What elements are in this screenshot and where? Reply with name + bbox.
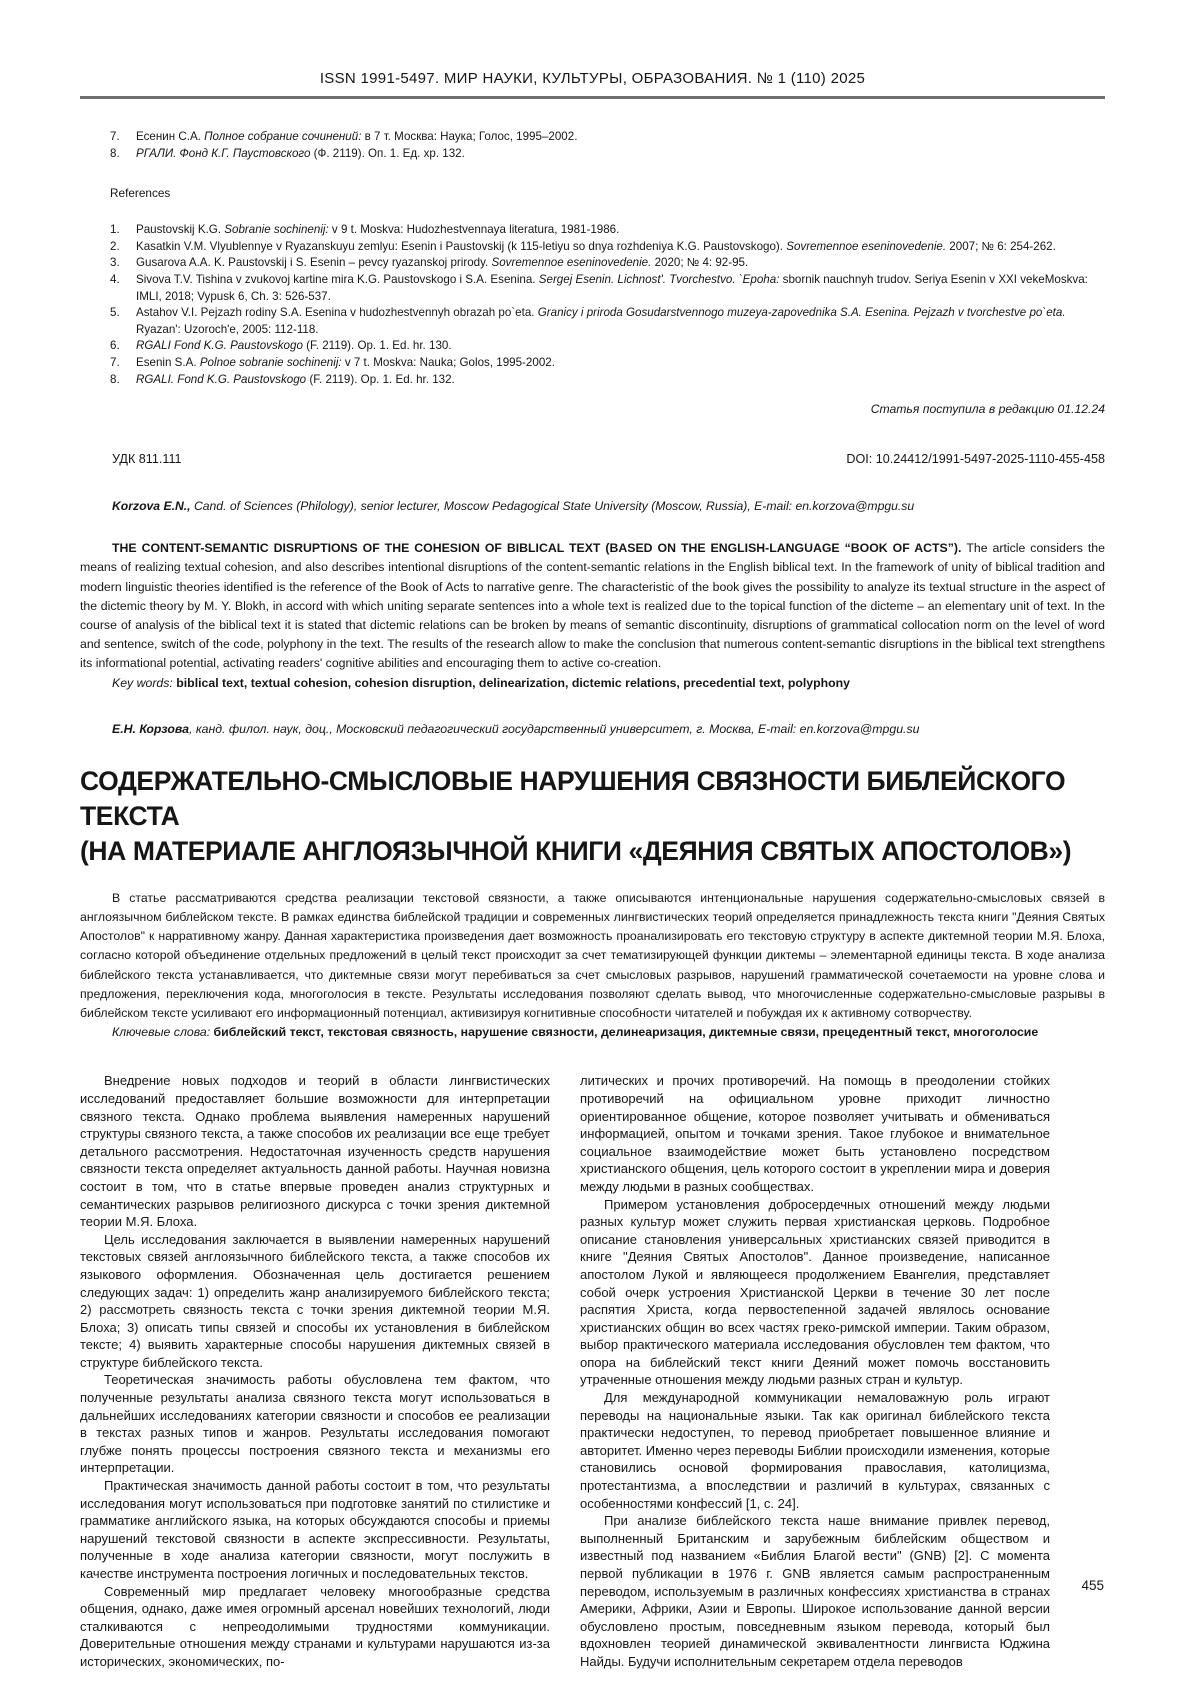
reference-number: 4.: [110, 272, 120, 286]
reference-item: [110, 239, 1105, 256]
body-column-left: [80, 1072, 550, 1670]
page-number: 455: [1081, 1578, 1104, 1593]
header-divider: [80, 96, 1105, 99]
reference-item: [110, 355, 1105, 372]
body-column-right: [580, 1072, 1050, 1670]
reference-text: Gusarova A.A. K. Paustovskij i S. Esenin – pevcy ryazanskoj prirody. Sovremennoe eseninovedenie. 2020; № 4: 92-95.: [136, 256, 749, 270]
reference-number: 7.: [110, 355, 120, 369]
author-info-en: Korzova E.N., Cand. of Sciences (Philology), senior lecturer, Moscow Pedagogical State University (Moscow, Russia), E-mail: en.korzova@mpgu.su: [112, 499, 915, 514]
reference-text: Kasatkin V.M. Vlyublennye v Ryazanskuyu zemlyu: Esenin i Paustovskij (k 115-letiyu so dnya rozhdeniya K.G. Paustovskogo). Sovremennoe eseninovedenie. 2007; № 6: 254-262.: [136, 239, 1056, 253]
reference-text: Sivova T.V. Tishina v zvukovoj kartine mira K.G. Paustovskogo i S.A. Esenina. Sergej Esenin. Lichnost'. Tvorchestvo. `Epoha: sbornik nauchnyh trudov. Seriya Esenin v XXI vekeMoskva: IMLI, 2018; Vypusk 6, Ch. 3: 526-537.: [136, 272, 1088, 303]
reference-number: 1.: [110, 223, 120, 237]
reference-item: [110, 305, 1105, 338]
reference-text: Astahov V.I. Pejzazh rodiny S.A. Esenina v hudozhestvennyh obrazah po`eta. Granicy i priroda Gosudarstvennogo muzeya-zapovednika S.A. Esenina. Pejzazh v tvorchestve po`eta. Ryazan': Uzoroch'e, 2005: 112-118.: [136, 306, 1066, 336]
reference-item: [110, 272, 1105, 305]
body-paragraph: Для международной коммуникации немаловажную роль играют переводы на национальные языки. Так как оригинал библейского текста практически недоступен, то перевод приобретает повышенное влияние и авторитет. Именно через переводы Библии происходили изменения, которые становились основой формирования православия, католицизма, протестантизма, а впоследствии и различий в культурах, связанных с особенностями конфессий [1, с. 24].: [580, 1390, 1050, 1511]
russian-reference-item: [110, 146, 1105, 163]
keywords-ru: Ключевые слова: библейский текст, текстовая связность, нарушение связности, делинеаризация, диктемные связи, прецедентный текст, многоголосие: [112, 1025, 1039, 1040]
reference-number: 3.: [110, 256, 120, 270]
body-paragraph: Цель исследования заключается в выявлении намеренных нарушений текстовых связей англоязычного библейского текста, а также способов их языкового оформления. Обозначенная цель достигается решением следующих задач: 1) определить жанр анализируемого библейского текста; 2) рассмотреть связность текста с точки зрения диктемной теории М.Я. Блоха; 3) описать типы связей и способы их установления в библейском тексте; 4) выявить характерные способы нарушения диктемных связей в структуре библейского текста.: [80, 1231, 550, 1370]
abstract-ru: В статье рассматриваются средства реализации текстовой связности, а также описываются интенциональные нарушения содержательно-смысловых связей в англоязычном библейском тексте. В рамках единства библейской традиции и современных лингвистических теорий определяется принадлежность текста книги "Деяния Святых Апостолов" к нарративному жанру. Данная характеристика произведения дает возможность проанализировать его текстовую структуру в аспекте диктемной теории М.Я. Блоха, согласно которой объединение отдельных предложений в целый текст происходит за счет тематизирующей функции диктемы – элементарной единицы текста. В ходе анализа библейского текста устанавливается, что диктемные связи могут перебиваться за счет смысловых разрывов, нарушений грамматической сочетаемости на уровне слова и предложения, переключения кода, многоголосия в тексте. Результаты исследования позволяют сделать вывод, что многочисленные содержательно-смысловые разрывы в библейском тексте усиливают его информационный потенциал, активизируя когнитивные способности читателей и побуждая их к активному сотворчеству.: [80, 890, 1105, 1020]
body-paragraph: Современный мир предлагает человеку многообразные средства общения, однако, даже имея огромный арсенал новейших технологий, люди сталкиваются с непреодолимыми трудностями коммуникации. Доверительные отношения между странами и культурами нарушаются из-за исторических, экономических, по-: [80, 1583, 550, 1669]
body-paragraph: литических и прочих противоречий. На помощь в преодолении стойких противоречий на официальном уровне приходит личностно ориентированное общение, которое позволяет учитывать и обмениваться информацией, опытом и точками зрения. Такое глубокое и внимательное социальное взаимодействие может быть установлено посредством христианского общения, цель которого состоит в укреплении мира и доверия между людьми в разных сообществах.: [580, 1073, 1050, 1194]
body-paragraph: Практическая значимость данной работы состоит в том, что результаты исследования могут использоваться при подготовке занятий по стилистике и грамматике английского языка, на которых обсуждаются способы и приемы нарушений текстовой связности в аспекте экспрессивности. Результаты, полученные в ходе анализа категории связности, могут послужить в качестве инструмента построения логичных и последовательных текстов.: [80, 1478, 550, 1581]
reference-item: [110, 255, 1105, 272]
article-received-note: Статья поступила в редакцию 01.12.24: [870, 402, 1105, 417]
reference-text: Esenin S.A. Polnoe sobranie sochinenij: v 7 t. Moskva: Nauka; Golos, 1995-2002.: [136, 355, 555, 369]
reference-number: 7.: [110, 130, 120, 143]
article-title-ru: СОДЕРЖАТЕЛЬНО-СМЫСЛОВЫЕ НАРУШЕНИЯ СВЯЗНОСТИ БИБЛЕЙСКОГО ТЕКСТА (НА МАТЕРИАЛЕ АНГЛОЯЗЫЧНОЙ КНИГИ «ДЕЯНИЯ СВЯТЫХ АПОСТОЛОВ»): [80, 765, 1072, 866]
reference-number: 6.: [110, 339, 120, 353]
body-paragraph: Примером установления добросердечных отношений между людьми разных культур может служить первая христианская церковь. Подробное описание становления универсальных христианских связей приводится в книге "Деяния Святых Апостолов". Данное произведение, написанное апостолом Лукой и являющееся продолжением Евангелия, представляет собой очерк устроения Христианской Церкви в течение 30 лет после распятия Христа, когда первостепенной задачей являлось основание христианских общин во всех частях греко-римской империи. Таким образом, выбор практического материала исследования обусловлен тем фактом, что опора на библейский текст книги Деяний может помочь восстановить утраченные отношения между людьми разных стран и культур.: [580, 1196, 1050, 1388]
reference-number: 5.: [110, 306, 120, 320]
reference-item: [110, 338, 1105, 355]
reference-item: [110, 222, 1105, 239]
body-paragraph: Теоретическая значимость работы обусловлена тем фактом, что полученные результаты анализа связного текста могут использоваться в дальнейших исследованиях категории связности и способов ее реализации в текстах разных типов и жанров. Результаты исследования помогают глубже понять процессы построения связного текста и механизмы его интерпретации.: [80, 1372, 550, 1476]
reference-number: 2.: [110, 239, 120, 253]
reference-text: Paustovskij K.G. Sobranie sochinenij: v 9 t. Moskva: Hudozhestvennaya literatura, 1981-1986.: [136, 223, 620, 237]
references-heading: References: [110, 186, 171, 201]
reference-number: 8.: [110, 372, 120, 386]
body-paragraph: При анализе библейского текста наше внимание привлек перевод, выполненный Британским и зарубежным библейским обществом и известный под названием «Библия Благой вести" (GNB) [2]. С момента первой публикации в 1976 г. GNB является самым распространенным переводом, используемым в различных конфессиях христианства в странах Америки, Африки, Азии и Европы. Широкое использование данной версии обусловлено простым, повседневным языком перевода, который был вдохновлен теорией динамической эквивалентности лингвиста Юджина Найды. Будучи исполнительным секретарем отдела переводов: [580, 1513, 1050, 1669]
udk-code: УДК 811.111: [112, 452, 182, 467]
author-info-ru: Е.Н. Корзова, канд. филол. наук, доц., Московский педагогический государственный университет, г. Москва, E-mail: en.korzova@mpgu.su: [112, 721, 920, 736]
russian-references-tail: [80, 129, 1105, 162]
abstract-en: THE CONTENT-SEMANTIC DISRUPTIONS OF THE COHESION OF BIBLICAL TEXT (BASED ON THE ENGLISH-LANGUAGE “BOOK OF ACTS”). The article considers the means of realizing textual cohesion, and also describes intentional disruptions of the content-semantic relations in the English biblical text. In the framework of unity of biblical tradition and modern linguistic theories identified is the reference of the Book of Acts to narrative genre. The characteristic of the book gives the possibility to analyze its textual structure in the aspect of the dictemic theory by M. Y. Blokh, in accord with which uniting separate sentences into a whole text is realized due to the topical function of the dicteme – an elementary unit of text. In the course of analysis of the biblical text it is stated that dictemic relations can be broken by means of semantic discontinuity, disruptions of grammatical collocation norm on the level of word and sentence, switch of the code, polyphony in the text. The results of the research allow to make the conclusion that numerous content-semantic disruptions in the biblical text strengthens its informational potential, activating readers' cognitive abilities and encouraging them to active co-creation.: [80, 541, 1105, 671]
references-list: [80, 222, 1105, 388]
reference-text: Есенин С.А. Полное собрание сочинений: в 7 т. Москва: Наука; Голос, 1995–2002.: [136, 130, 578, 143]
reference-item: [110, 372, 1105, 389]
reference-number: 8.: [110, 146, 120, 160]
journal-header-issn: ISSN 1991-5497. МИР НАУКИ, КУЛЬТУРЫ, ОБРАЗОВАНИЯ. № 1 (110) 2025: [319, 70, 866, 87]
keywords-en: Key words: biblical text, textual cohesion, cohesion disruption, delinearization, dictemic relations, precedential text, polyphony: [112, 675, 850, 690]
reference-text: RGALI. Fond K.G. Paustovskogo (F. 2119). Op. 1. Ed. hr. 132.: [136, 372, 455, 386]
doi-code: DOI: 10.24412/1991-5497-2025-1110-455-458: [846, 452, 1105, 467]
body-paragraph: Внедрение новых подходов и теорий в области лингвистических исследований предоставляет большие возможности для интерпретации связного текста. Однако проблема выявления намеренных нарушений структуры связного текста, а также способов их реализации все еще требует детального рассмотрения. Недостаточная изученность средств нарушения связности текста определяет актуальность данной работы. Научная новизна состоит в том, что в статье впервые проведен анализ структурных и семантических разрывов религиозного дискурса с точки зрения диктемной теории М.Я. Блоха.: [80, 1073, 550, 1230]
reference-text: РГАЛИ. Фонд К.Г. Паустовского (Ф. 2119). Оп. 1. Ед. хр. 132.: [136, 146, 465, 160]
article-body: [80, 1072, 1105, 1670]
udk-doi-row: [80, 452, 1105, 466]
russian-reference-item: [110, 129, 1105, 146]
reference-text: RGALI Fond K.G. Paustovskogo (F. 2119). Op. 1. Ed. hr. 130.: [136, 339, 452, 353]
